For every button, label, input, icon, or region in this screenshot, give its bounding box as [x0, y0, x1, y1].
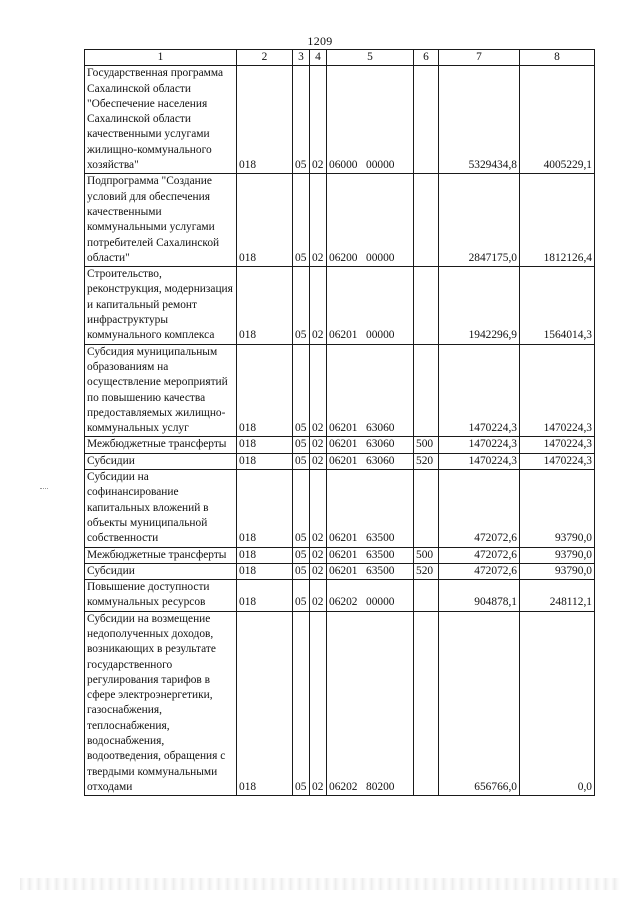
ved-code-cell: 018: [237, 547, 293, 563]
target-article-direction-code: 00000: [366, 596, 395, 609]
target-article-cell: [327, 174, 414, 267]
section-code-cell: 05: [293, 470, 310, 547]
header-col-5: 5: [327, 50, 414, 66]
target-article-direction-code: 63500: [366, 564, 395, 577]
header-col-1: 1: [85, 50, 237, 66]
amount-col8-cell: 1564014,3: [520, 267, 595, 344]
table-row: [85, 66, 595, 174]
amount-col7-cell: 1942296,9: [439, 267, 520, 344]
header-col-8: 8: [520, 50, 595, 66]
expense-type-cell: [414, 174, 439, 267]
ved-code-cell: 018: [237, 344, 293, 437]
amount-col7-cell: 5329434,8: [439, 66, 520, 174]
amount-col7-cell: 1470224,3: [439, 344, 520, 437]
ved-code-cell: 018: [237, 580, 293, 612]
amount-col8-cell: 248112,1: [520, 580, 595, 612]
target-article-cell: [327, 267, 414, 344]
amount-col8-cell: 0,0: [520, 611, 595, 796]
subsection-code-cell: 02: [310, 344, 327, 437]
amount-col7-cell: 656766,0: [439, 611, 520, 796]
table-row: [85, 547, 595, 563]
target-article-direction-code: 00000: [366, 329, 395, 342]
target-article-cell: [327, 453, 414, 469]
subsection-code-cell: 02: [310, 437, 327, 453]
amount-col8-cell: 1812126,4: [520, 174, 595, 267]
target-article-program-code: 06201: [329, 422, 358, 435]
section-code-cell: 05: [293, 66, 310, 174]
expense-type-cell: [414, 580, 439, 612]
target-article-cell: [327, 547, 414, 563]
target-article-program-code: 06000: [329, 159, 358, 172]
subsection-code-cell: 02: [310, 611, 327, 796]
section-code-cell: 05: [293, 611, 310, 796]
amount-col7-cell: 472072,6: [439, 563, 520, 579]
target-article-program-code: 06202: [329, 780, 358, 793]
subsection-code-cell: 02: [310, 470, 327, 547]
row-name-cell: Межбюджетные трансферты: [85, 547, 237, 563]
row-name-cell: Строительство, реконструкция, модернизация и капитальный ремонт инфраструктуры коммунального комплекса: [85, 267, 237, 344]
target-article-program-code: 06202: [329, 596, 358, 609]
page-number: 1209: [307, 34, 333, 48]
expense-type-cell: [414, 470, 439, 547]
target-article-cell: [327, 470, 414, 547]
expense-type-cell: 520: [414, 563, 439, 579]
row-name-cell: Субсидия муниципальным образованиям на осуществление мероприятий по повышению качества предоставляемых жилищно-коммунальных услуг: [85, 344, 237, 437]
target-article-cell: [327, 437, 414, 453]
header-row: [85, 50, 595, 66]
row-name-cell: Субсидии на софинансирование капитальных вложений в объекты муниципальной собственности: [85, 470, 237, 547]
budget-table: [84, 49, 595, 796]
amount-col7-cell: 2847175,0: [439, 174, 520, 267]
target-article-program-code: 06201: [329, 438, 358, 451]
target-article-program-code: 06201: [329, 454, 358, 467]
subsection-code-cell: 02: [310, 174, 327, 267]
subsection-code-cell: 02: [310, 453, 327, 469]
row-name-cell: Подпрограмма "Создание условий для обеспечения качественными коммунальными услугами потребителей Сахалинской области": [85, 174, 237, 267]
expense-type-cell: 500: [414, 547, 439, 563]
target-article-program-code: 06201: [329, 548, 358, 561]
amount-col8-cell: 1470224,3: [520, 437, 595, 453]
scan-noise-strip: [20, 878, 620, 890]
header-col-7: 7: [439, 50, 520, 66]
table-row: [85, 453, 595, 469]
target-article-direction-code: 63500: [366, 532, 395, 545]
table-row: [85, 267, 595, 344]
header-col-6: 6: [414, 50, 439, 66]
table-row: [85, 437, 595, 453]
table-row: [85, 470, 595, 547]
subsection-code-cell: 02: [310, 267, 327, 344]
header-col-3: 3: [293, 50, 310, 66]
subsection-code-cell: 02: [310, 563, 327, 579]
ved-code-cell: 018: [237, 66, 293, 174]
target-article-direction-code: 63060: [366, 422, 395, 435]
expense-type-cell: [414, 344, 439, 437]
expense-type-cell: [414, 267, 439, 344]
row-name-cell: Субсидии на возмещение недополученных доходов, возникающих в результате государственного регулирования тарифов в сфере электроэнергетики, газоснабжения, теплоснабжения, водоснабжения, водоотведения, обращения с твердыми коммунальными отходами: [85, 611, 237, 796]
expense-type-cell: 500: [414, 437, 439, 453]
amount-col8-cell: 1470224,3: [520, 344, 595, 437]
amount-col7-cell: 1470224,3: [439, 437, 520, 453]
amount-col7-cell: 904878,1: [439, 580, 520, 612]
ved-code-cell: 018: [237, 563, 293, 579]
target-article-direction-code: 00000: [366, 251, 395, 264]
expense-type-cell: [414, 611, 439, 796]
row-name-cell: Субсидии: [85, 563, 237, 579]
section-code-cell: 05: [293, 563, 310, 579]
target-article-direction-code: 80200: [366, 780, 395, 793]
target-article-direction-code: 63060: [366, 438, 395, 451]
target-article-direction-code: 63060: [366, 454, 395, 467]
ved-code-cell: 018: [237, 470, 293, 547]
table-row: [85, 563, 595, 579]
amount-col8-cell: 93790,0: [520, 547, 595, 563]
table-row: [85, 580, 595, 612]
table-body: [85, 66, 595, 796]
amount-col8-cell: 4005229,1: [520, 66, 595, 174]
subsection-code-cell: 02: [310, 66, 327, 174]
ved-code-cell: 018: [237, 453, 293, 469]
ved-code-cell: 018: [237, 611, 293, 796]
expense-type-cell: [414, 66, 439, 174]
section-code-cell: 05: [293, 453, 310, 469]
amount-col8-cell: 93790,0: [520, 470, 595, 547]
ved-code-cell: 018: [237, 174, 293, 267]
amount-col7-cell: 472072,6: [439, 547, 520, 563]
amount-col7-cell: 1470224,3: [439, 453, 520, 469]
target-article-program-code: 06201: [329, 329, 358, 342]
row-name-cell: Межбюджетные трансферты: [85, 437, 237, 453]
ved-code-cell: 018: [237, 437, 293, 453]
section-code-cell: 05: [293, 344, 310, 437]
header-col-4: 4: [310, 50, 327, 66]
target-article-program-code: 06201: [329, 532, 358, 545]
table-header: [85, 50, 595, 66]
section-code-cell: 05: [293, 437, 310, 453]
target-article-direction-code: 63500: [366, 548, 395, 561]
amount-col8-cell: 93790,0: [520, 563, 595, 579]
expense-type-cell: 520: [414, 453, 439, 469]
row-name-cell: Государственная программа Сахалинской области "Обеспечение населения Сахалинской области качественными услугами жилищно-коммунального хозяйства": [85, 66, 237, 174]
target-article-cell: [327, 66, 414, 174]
section-code-cell: 05: [293, 580, 310, 612]
target-article-cell: [327, 563, 414, 579]
section-code-cell: 05: [293, 174, 310, 267]
amount-col7-cell: 472072,6: [439, 470, 520, 547]
row-name-cell: Субсидии: [85, 453, 237, 469]
table-row: [85, 611, 595, 796]
amount-col8-cell: 1470224,3: [520, 453, 595, 469]
scan-artifact: [40, 488, 48, 493]
table-row: [85, 174, 595, 267]
target-article-cell: [327, 611, 414, 796]
row-name-cell: Повышение доступности коммунальных ресурсов: [85, 580, 237, 612]
target-article-program-code: 06200: [329, 251, 358, 264]
target-article-direction-code: 00000: [366, 159, 395, 172]
target-article-program-code: 06201: [329, 564, 358, 577]
ved-code-cell: 018: [237, 267, 293, 344]
subsection-code-cell: 02: [310, 547, 327, 563]
subsection-code-cell: 02: [310, 580, 327, 612]
target-article-cell: [327, 344, 414, 437]
table-row: [85, 344, 595, 437]
section-code-cell: 05: [293, 547, 310, 563]
target-article-cell: [327, 580, 414, 612]
header-col-2: 2: [237, 50, 293, 66]
section-code-cell: 05: [293, 267, 310, 344]
